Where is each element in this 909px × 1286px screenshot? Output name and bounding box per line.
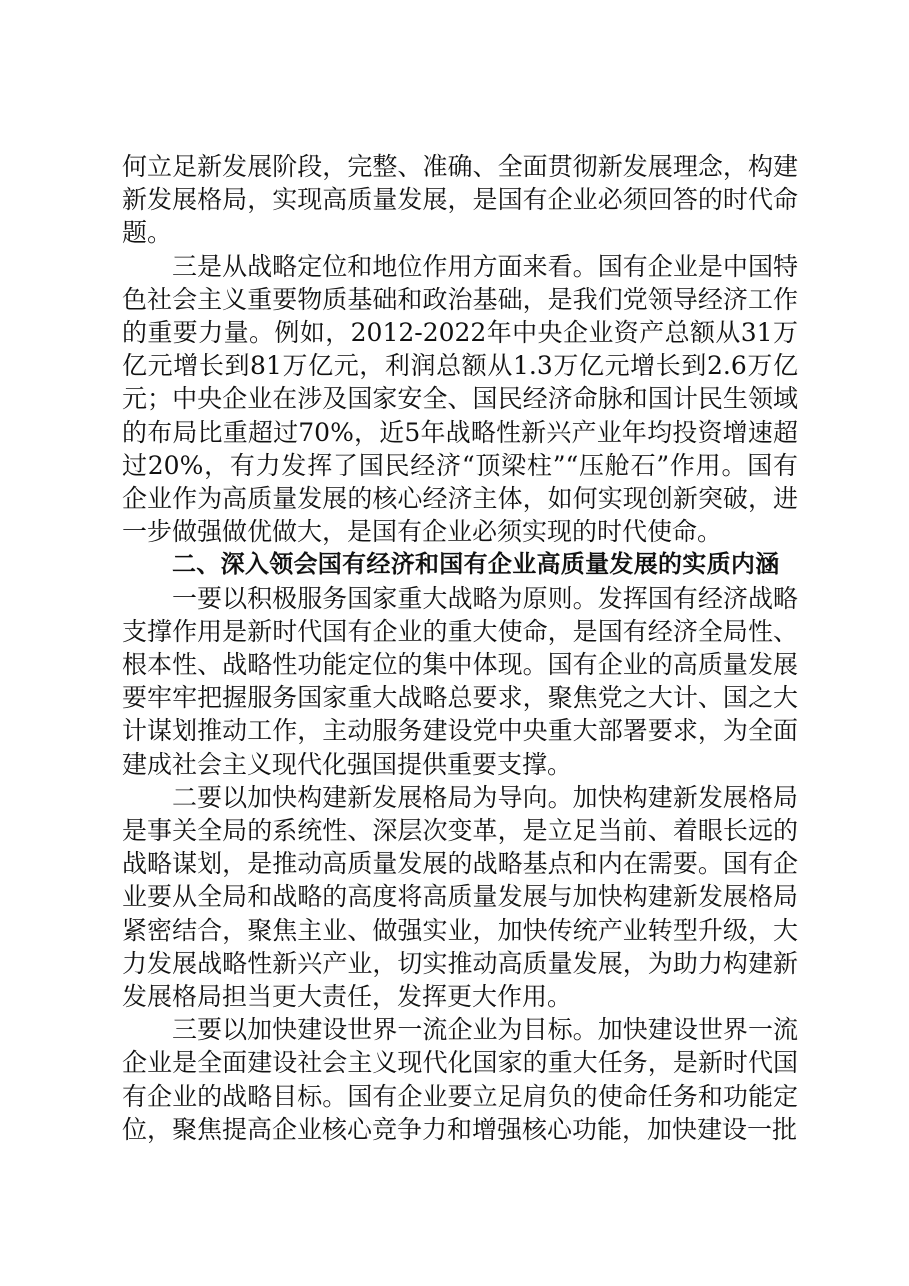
paragraph-strategic-position: 三是从战略定位和地位作用方面来看。国有企业是中国特色社会主义重要物质基础和政治基础，是我们党领导经济工作的重要力量。例如，2012-2022年中央企业资产总额从31万亿元增长到81万亿元，利润总额从1.3万亿元增长到2.6万亿元；中央企业在涉及国家安全、国民经济命脉和国计民生领域的布局比重超过70%，近5年战略性新兴产业年均投资增速超过20%，有力发挥了国民经济“顶梁柱”“压舱石”作用。国有企业作为高质量发展的核心经济主体，如何实现创新突破，进一步做强做优做大，是国有企业必须实现的时代使命。 (122, 251, 798, 547)
document-body (122, 150, 798, 1146)
paragraph-world-class-enterprise: 三要以加快建设世界一流企业为目标。加快建设世界一流企业是全面建设社会主义现代化国家的重大任务，是新时代国有企业的战略目标。国有企业要立足肩负的使命任务和功能定位，聚焦提高企业核心竞争力和增强核心功能，加快建设一批 (122, 1015, 798, 1144)
paragraph-serve-national-strategy: 一要以积极服务国家重大战略为原则。发挥国有经济战略支撑作用是新时代国有企业的重大使命，是国有经济全局性、根本性、战略性功能定位的集中体现。国有企业的高质量发展要牢牢把握服务国家重大战略总要求，聚焦党之大计、国之大计谋划推动工作，主动服务建设党中央重大部署要求，为全面建成社会主义现代化强国提供重要支撑。 (122, 583, 798, 779)
section-heading: 二、深入领会国有经济和国有企业高质量发展的实质内涵 (172, 550, 780, 579)
paragraph-continuation: 何立足新发展阶段，完整、准确、全面贯彻新发展理念，构建新发展格局，实现高质量发展，是国有企业必须回答的时代命题。 (122, 152, 798, 248)
paragraph-new-development-pattern: 二要以加快构建新发展格局为导向。加快构建新发展格局是事关全局的系统性、深层次变革，是立足当前、着眼长远的战略谋划，是推动高质量发展的战略基点和内在需要。国有企业要从全局和战略的高度将高质量发展与加快构建新发展格局紧密结合，聚焦主业、做强实业，加快传统产业转型升级，大力发展战略性新兴产业，切实推动高质量发展，为助力构建新发展格局担当更大责任，发挥更大作用。 (122, 782, 798, 1012)
